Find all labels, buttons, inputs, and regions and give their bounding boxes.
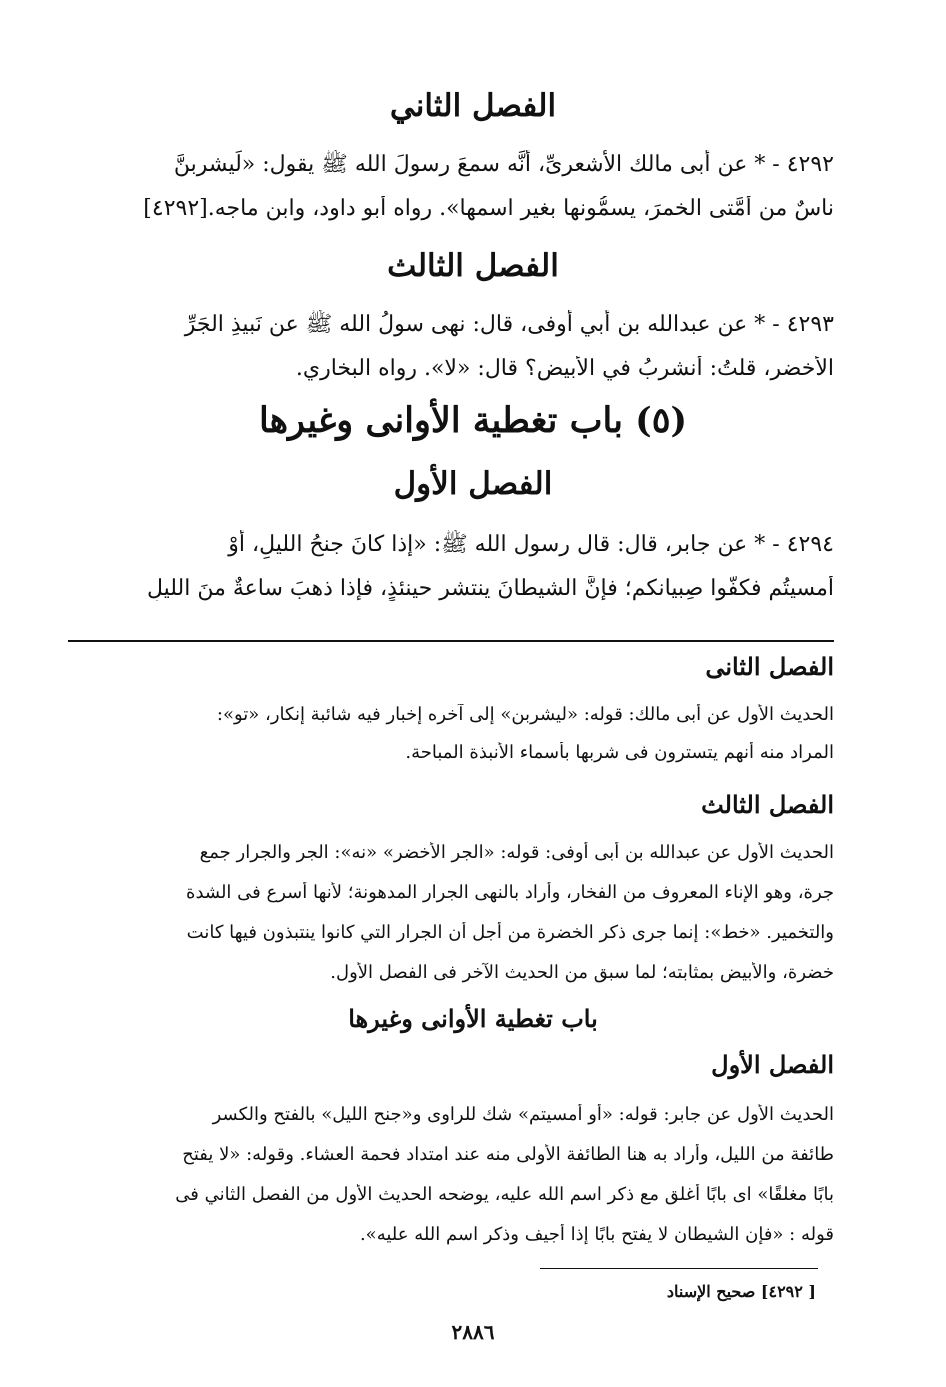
footnote-rule <box>540 1268 818 1269</box>
hadith-4292-line-1: ٤٢٩٢ - * عن أبى مالك الأشعرىِّ، أنَّه سمعَ رسولَ الله ﷺ يقول: «لَيشربنَّ <box>173 152 834 177</box>
section-heading-first: الفصل الأول <box>393 466 553 502</box>
hadith-4294-line-2: أمسيتُم فكفُّوا صِبيانكم؛ فإنَّ الشيطانَ ينتشر حينئذٍ، فإذا ذهبَ ساعةٌ منَ الليلِ <box>146 576 834 601</box>
commentary-chapter-heading: باب تغطية الأوانى وغيرها <box>348 1004 598 1033</box>
commentary-3-line-1: الحديث الأول عن جابر: قوله: «أو أمسيتم» شك للراوى و«جنح الليل» بالفتح والكسر <box>212 1104 834 1125</box>
section-heading-third: الفصل الثالث <box>387 248 559 284</box>
commentary-3-line-2: طائفة من الليل، وأراد به هنا الطائفة الأولى منه عند امتداد فحمة العشاء. وقوله: «لا يفتح <box>182 1144 834 1165</box>
hadith-4293-line-1: ٤٢٩٣ - * عن عبدالله بن أبي أوفى، قال: نهى سولُ الله ﷺ عن نَبيذِ الجَرِّ <box>184 312 834 337</box>
footnote: [ ٤٢٩٢] صحيح الإسناد <box>666 1282 816 1301</box>
section-heading-second: الفصل الثاني <box>389 88 557 124</box>
commentary-2-line-4: خضرة، والأبيض بمثابته؛ لما سبق من الحديث الآخر فى الفصل الأول. <box>330 962 834 983</box>
commentary-1-line-1: الحديث الأول عن أبى مالك: قوله: «ليشربن» إلى آخره إخبار فيه شائبة إنكار، «تو»: <box>216 704 834 725</box>
commentary-3-line-4: قوله : «فإن الشيطان لا يفتح بابًا إذا أجيف وذكر اسم الله عليه». <box>359 1224 834 1245</box>
commentary-heading-second: الفصل الثانى <box>705 652 834 681</box>
commentary-heading-third: الفصل الثالث <box>701 790 834 819</box>
chapter-heading: (٥) باب تغطية الأوانى وغيرها <box>258 400 688 441</box>
commentary-2-line-3: والتخمير. «خط»: إنما جرى ذكر الخضرة من أجل أن الجرار التي كانوا ينتبذون فيها كانت <box>186 922 834 943</box>
hadith-4292-line-2: ناسٌ من أمَّتى الخمرَ، يسمُّونها بغيرِ اسمها». رواه أبو داود، وابن ماجه.[٤٢٩٢] <box>143 196 834 221</box>
commentary-2-line-1: الحديث الأول عن عبدالله بن أبى أوفى: قوله: «الجر الأخضر» «نه»: الجر والجرار جمع <box>199 842 834 863</box>
page-number: ٢٨٨٦ <box>451 1320 495 1344</box>
commentary-3-line-3: بابًا مغلقًا» اى بابًا أغلق مع ذكر اسم الله عليه، يوضحه الحديث الأول من الفصل الثاني فى <box>175 1184 834 1205</box>
commentary-divider <box>68 640 834 642</box>
commentary-2-line-2: جرة، وهو الإناء المعروف من الفخار، وأراد بالنهى الجرار المدهونة؛ لأنها أسرع فى الشدة <box>186 882 834 903</box>
hadith-4293-line-2: الأخضرِ، قلتُ: أَنشربُ في الأبيض؟ قال: «لا». رواه البخاري. <box>295 356 834 381</box>
commentary-1-line-2: المراد منه أنهم يتسترون فى شربها بأسماء الأنبذة المباحة. <box>405 742 834 763</box>
hadith-4294-line-1: ٤٢٩٤ - * عن جابر، قال: قال رسول الله ﷺ: «إذا كانَ جنحُ الليلِ، أوْ <box>228 532 834 557</box>
commentary-heading-first: الفصل الأول <box>711 1050 834 1079</box>
